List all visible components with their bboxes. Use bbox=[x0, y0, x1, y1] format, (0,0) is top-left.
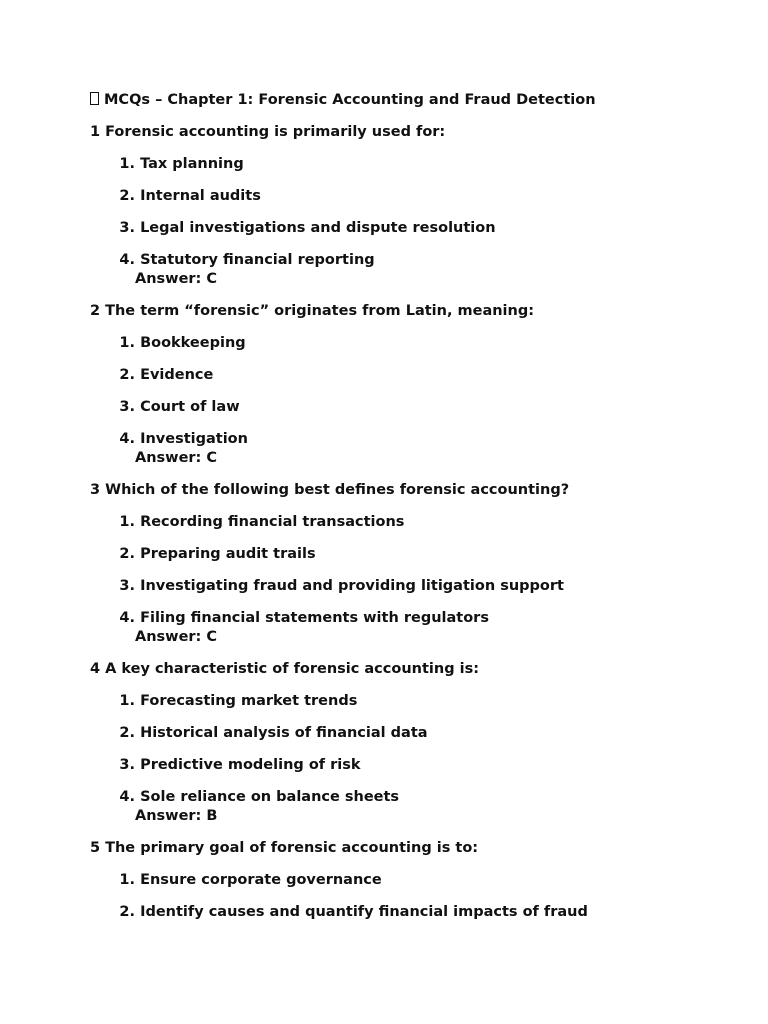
option-item: 4. Filing financial statements with regulators bbox=[119, 610, 489, 626]
question-3 bbox=[90, 481, 730, 646]
option-item: 4. Investigation bbox=[119, 431, 248, 447]
option-item: 4. Sole reliance on balance sheets bbox=[119, 789, 400, 805]
option-item: 4. Statutory financial reporting bbox=[119, 252, 375, 268]
option-list bbox=[90, 334, 730, 448]
question-list bbox=[90, 123, 730, 921]
question-text: 3 Which of the following best defines forensic accounting? bbox=[90, 482, 570, 498]
question-text: 2 The term “forensic” originates from Latin, meaning: bbox=[90, 303, 535, 319]
option-list bbox=[90, 513, 730, 627]
option-item: 2. Evidence bbox=[119, 367, 214, 383]
option-item: 3. Investigating fraud and providing litigation support bbox=[119, 578, 564, 594]
option-list bbox=[90, 155, 730, 269]
question-5 bbox=[90, 839, 730, 921]
option-list bbox=[90, 692, 730, 806]
answer-line: Answer: C bbox=[135, 450, 218, 466]
option-item: 1. Ensure corporate governance bbox=[119, 872, 382, 888]
question-text: 5 The primary goal of forensic accounting is to: bbox=[90, 840, 479, 856]
option-item: 2. Preparing audit trails bbox=[119, 546, 316, 562]
answer-line: Answer: C bbox=[135, 271, 218, 287]
answer-line: Answer: B bbox=[135, 808, 218, 824]
missing-glyph-icon bbox=[90, 92, 99, 105]
option-item: 3. Court of law bbox=[119, 399, 240, 415]
question-1 bbox=[90, 123, 730, 288]
page-title: MCQs – Chapter 1: Forensic Accounting and Fraud Detection bbox=[90, 91, 596, 109]
question-4 bbox=[90, 660, 730, 825]
option-item: 2. Identify causes and quantify financial impacts of fraud bbox=[119, 904, 588, 920]
option-item: 2. Internal audits bbox=[119, 188, 261, 204]
question-text: 4 A key characteristic of forensic accounting is: bbox=[90, 661, 480, 677]
question-2 bbox=[90, 302, 730, 467]
option-list bbox=[90, 871, 730, 921]
option-item: 3. Predictive modeling of risk bbox=[119, 757, 361, 773]
option-item: 1. Tax planning bbox=[119, 156, 244, 172]
option-item: 1. Forecasting market trends bbox=[119, 693, 358, 709]
question-text: 1 Forensic accounting is primarily used for: bbox=[90, 124, 446, 140]
option-item: 3. Legal investigations and dispute resolution bbox=[119, 220, 496, 236]
option-item: 1. Recording financial transactions bbox=[119, 514, 405, 530]
answer-line: Answer: C bbox=[135, 629, 218, 645]
option-item: 2. Historical analysis of financial data bbox=[119, 725, 428, 741]
option-item: 1. Bookkeeping bbox=[119, 335, 246, 351]
